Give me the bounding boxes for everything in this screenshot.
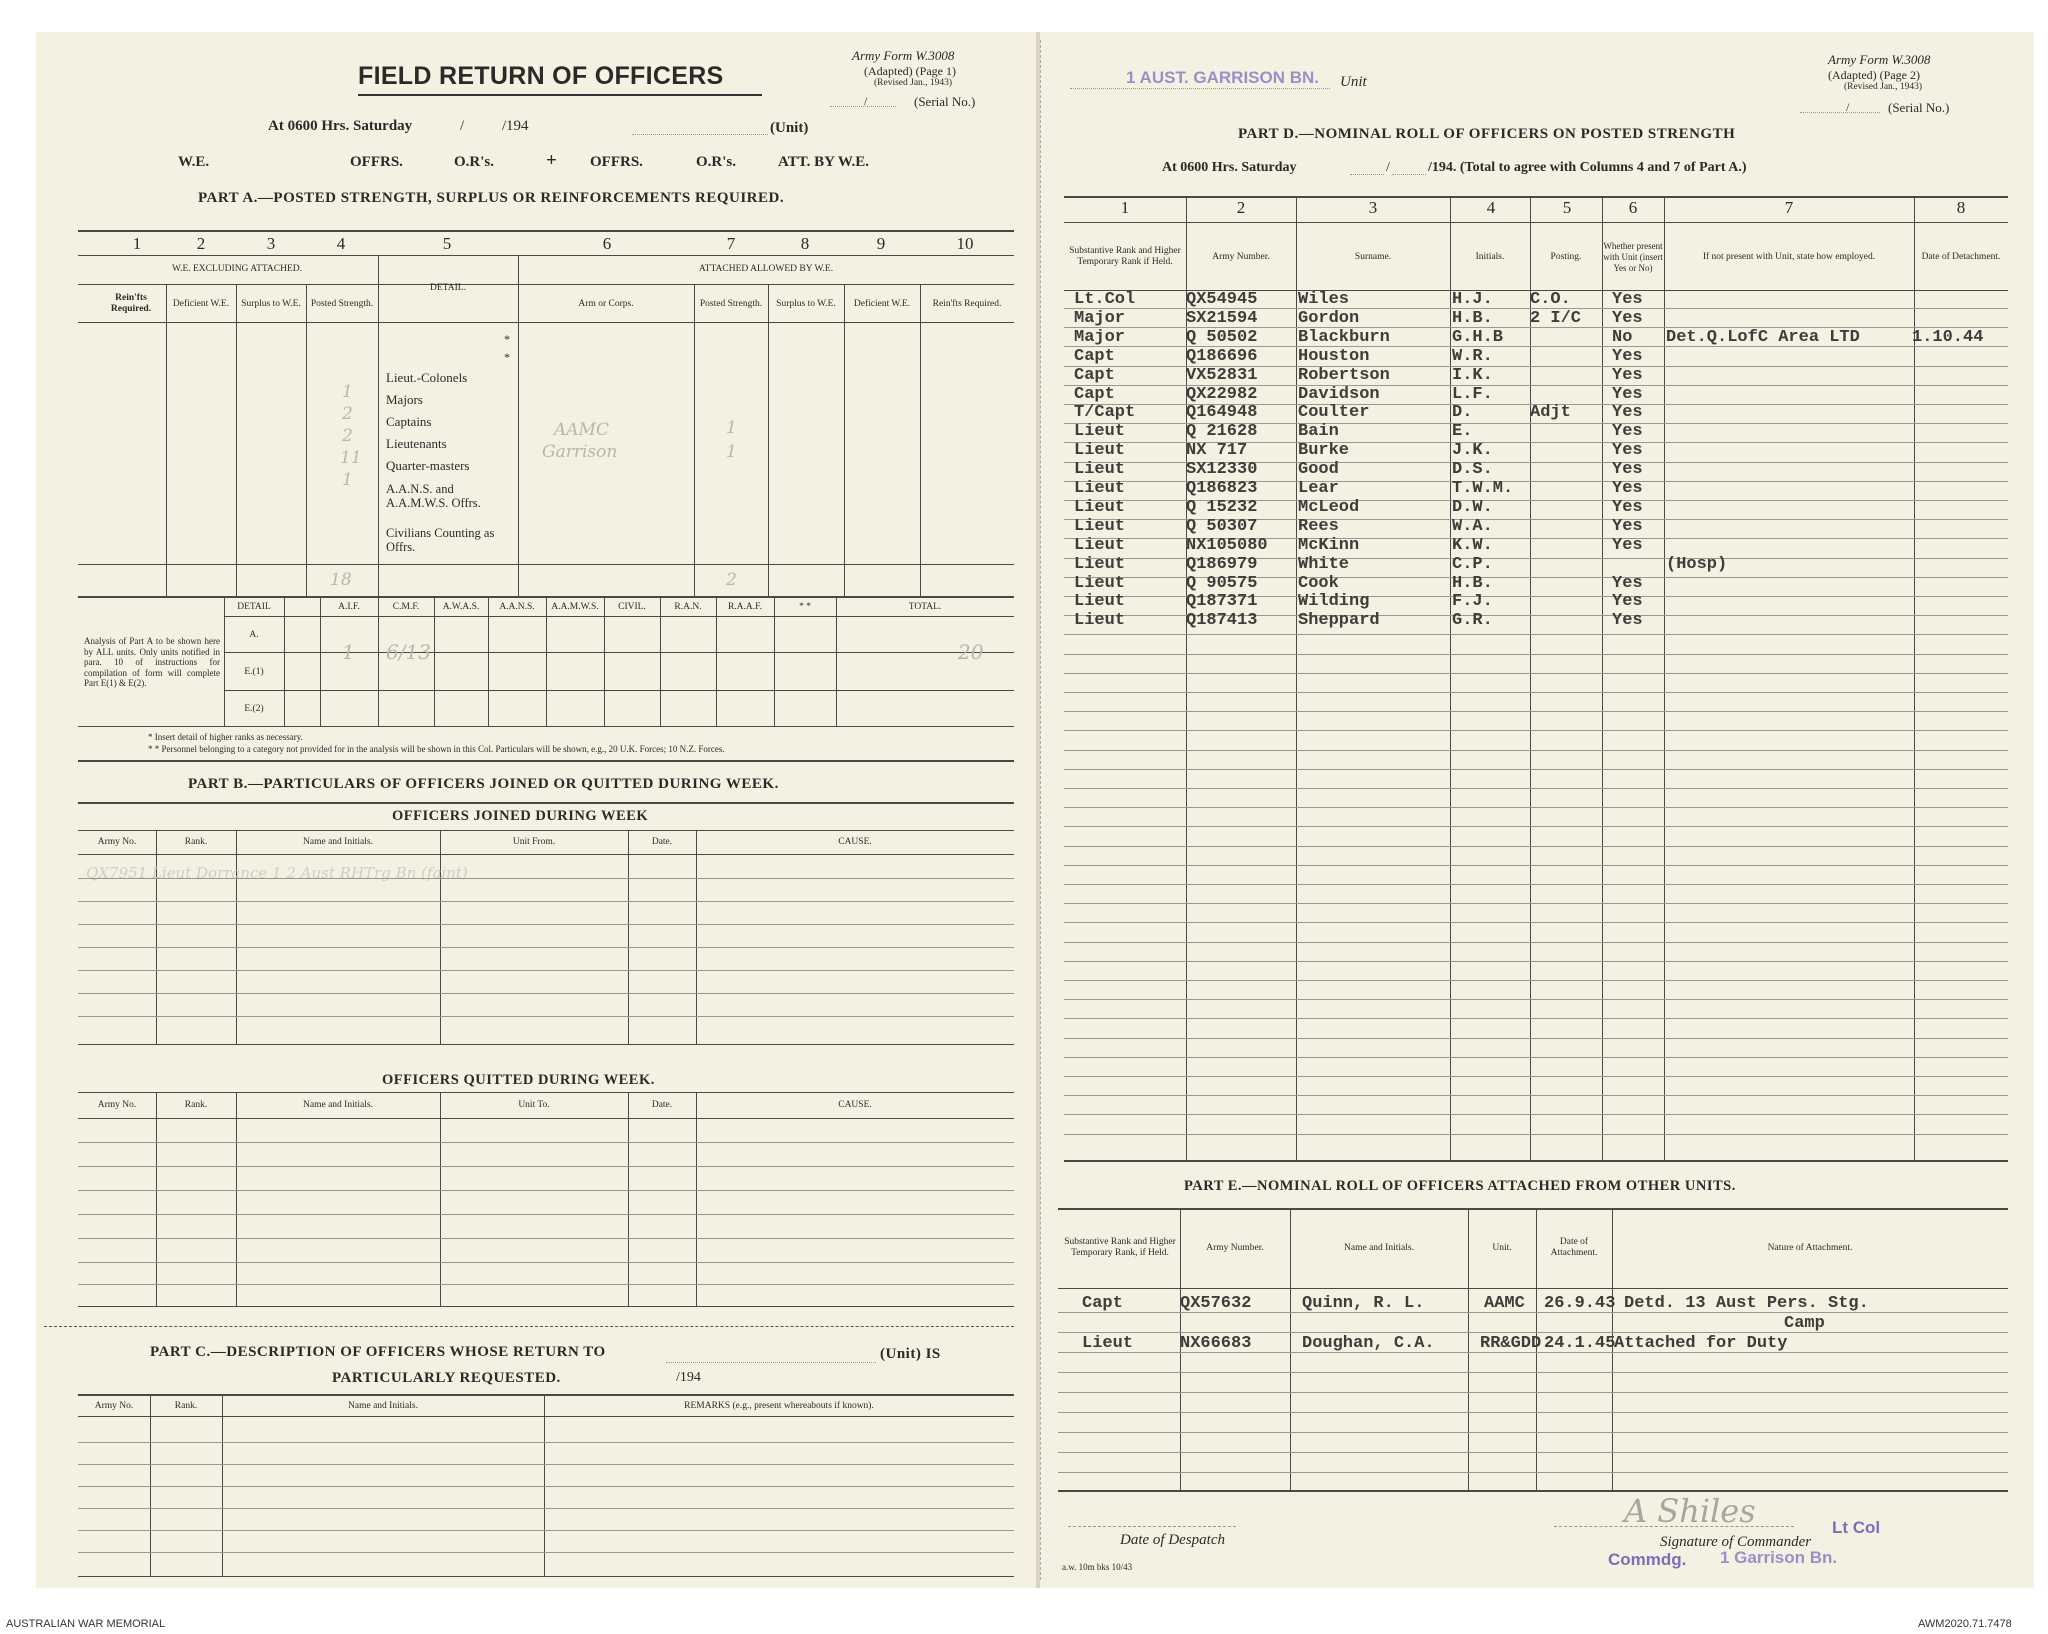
d-row-no: VX52831	[1186, 365, 1258, 385]
e-row2-nature: Attached for Duty	[1614, 1334, 1788, 1353]
army-form-label: Army Form W.3008	[1828, 52, 1931, 67]
part-b-heading: PART B.—PARTICULARS OF OFFICERS JOINED OR QUITTED DURING WEEK.	[188, 776, 779, 792]
d-at-line: At 0600 Hrs. Saturday	[1162, 160, 1297, 175]
hw-posted-total: 18	[330, 570, 352, 590]
a-head-att-posted: Posted Strength.	[699, 298, 763, 309]
e-row2-date: 24.1.45	[1544, 1334, 1616, 1353]
detail-header: DETAIL.	[430, 282, 466, 293]
d-row-no: NX105080	[1186, 535, 1268, 555]
rank-lieutenant: Lieutenants	[386, 436, 447, 451]
e-head-name: Name and Initials.	[1344, 1242, 1414, 1253]
ruled-line	[1064, 1018, 2008, 1019]
d-col-num: 5	[1562, 198, 1572, 217]
d-row-no: Q187371	[1186, 592, 1258, 612]
d-row-surname: Blackburn	[1298, 327, 1390, 347]
d-row-surname: White	[1298, 554, 1350, 574]
part-c-heading: PART C.—DESCRIPTION OF OFFICERS WHOSE RETURN TO	[150, 1344, 606, 1360]
d-row-no: Q187413	[1186, 611, 1258, 631]
an-head-aamws: A.A.M.W.S.	[551, 601, 599, 612]
d-row-present: Yes	[1612, 611, 1643, 631]
at-hrs-line: At 0600 Hrs. Saturday	[268, 118, 413, 134]
d-row-present: Yes	[1612, 403, 1643, 423]
col-num: 9	[876, 234, 886, 253]
unit-blank	[632, 134, 768, 135]
d-row-init: H.B.	[1452, 308, 1493, 328]
ruled-line	[1064, 826, 2008, 827]
part-c-year: /194	[676, 1370, 701, 1385]
d-row-no: Q 15232	[1186, 497, 1258, 517]
d-row-init: D.W.	[1452, 497, 1493, 517]
d-head-date: Date of Detachment.	[1921, 251, 2001, 262]
hw-aif: 1	[342, 640, 355, 664]
footer-institution: AUSTRALIAN WAR MEMORIAL	[6, 1618, 166, 1630]
hw-total: 20	[958, 640, 984, 664]
d-row-rank: Lieut	[1074, 592, 1126, 612]
jb-head-name: Name and Initials.	[303, 836, 373, 847]
d-row-present: Yes	[1612, 460, 1643, 480]
an-head-civil: CIVIL.	[618, 601, 646, 612]
c-head-rank: Rank.	[174, 1400, 198, 1411]
ruled-line	[1064, 1114, 2008, 1115]
ruled-line	[1064, 999, 2008, 1000]
e-row2-rank: Lieut	[1082, 1334, 1134, 1353]
d-row-rank: Major	[1074, 327, 1126, 347]
e-head-rank: Substantive Rank and Higher Temporary Rank, if Held.	[1064, 1237, 1176, 1258]
d-row-present: Yes	[1612, 516, 1643, 536]
fold-dashed-line	[1040, 40, 1041, 1580]
e-head-unit: Unit.	[1492, 1242, 1512, 1253]
d-row-post: Adjt	[1530, 403, 1571, 423]
qb-head-name: Name and Initials.	[303, 1099, 373, 1110]
d-col-num: 4	[1486, 198, 1496, 217]
d-row-init: I.K.	[1452, 365, 1493, 385]
d-head-present: Whether present with Unit (insert Yes or No)	[1603, 240, 1663, 273]
rank-qm: Quarter-masters	[386, 458, 470, 473]
col-num: 8	[800, 234, 810, 253]
d-col-num: 2	[1236, 198, 1246, 217]
hw-att-posted: 1	[726, 418, 737, 438]
ruled-line	[1064, 750, 2008, 751]
e-head-armyno: Army Number.	[1206, 1242, 1264, 1253]
hw-posted: 1	[342, 382, 353, 402]
ruled-line	[1064, 769, 2008, 770]
col-num: 7	[726, 234, 736, 253]
jb-head-unitfrom: Unit From.	[512, 836, 556, 847]
d-row-surname: Gordon	[1298, 308, 1360, 328]
d-col-num: 1	[1120, 198, 1130, 217]
part-d-heading: PART D.—NOMINAL ROLL OF OFFICERS ON POSTED STRENGTH	[1238, 126, 1736, 142]
d-row-rank: Lieut	[1074, 479, 1126, 498]
col-num: 3	[266, 234, 276, 253]
d-row-present: Yes	[1612, 365, 1643, 385]
d-row-rank: Major	[1074, 308, 1126, 328]
ruled-line	[1064, 903, 2008, 904]
d-row-surname: Sheppard	[1298, 611, 1380, 631]
col-num: 6	[602, 234, 612, 253]
d-row-rank: Capt	[1074, 346, 1115, 366]
title-underline	[358, 94, 762, 96]
offrs2-label: OFFRS.	[590, 154, 643, 170]
d-row-init: J.K.	[1452, 441, 1493, 461]
ruled-line	[1064, 788, 2008, 789]
ruled-line	[1064, 730, 2008, 731]
e-row1-nature2: Camp	[1784, 1314, 1825, 1333]
d-head-employed: If not present with Unit, state how employed.	[1702, 251, 1876, 262]
ruled-line	[1064, 1076, 2008, 1077]
revised-label: (Revised Jan., 1943)	[1844, 82, 1923, 92]
qb-head-unitto: Unit To.	[518, 1099, 550, 1110]
an-head-aif: A.I.F.	[338, 601, 360, 612]
d-row-init: H.J.	[1452, 290, 1493, 309]
signature-label: Signature of Commander	[1660, 1534, 1812, 1550]
qb-head-cause: CAUSE.	[838, 1099, 872, 1110]
part-c-unit-label: (Unit) IS	[880, 1346, 941, 1362]
d-row-present: Yes	[1612, 535, 1643, 555]
col-num: 4	[336, 234, 346, 253]
d-row-surname: Davidson	[1298, 384, 1380, 404]
e-row1-date: 26.9.43	[1544, 1294, 1616, 1313]
col-num: 1	[132, 234, 142, 253]
d-row-rank: Lt.Col	[1074, 290, 1136, 309]
stamp-comdg: Commdg.	[1608, 1550, 1687, 1569]
e-row2-armyno: NX66683	[1180, 1334, 1252, 1353]
star-mark: *	[504, 332, 510, 346]
rank-civilians: Civilians Counting as Offrs.	[386, 526, 495, 554]
d-row-present: Yes	[1612, 290, 1643, 309]
d-row-no: Q164948	[1186, 403, 1258, 423]
d-row-rank: Lieut	[1074, 516, 1126, 536]
c-head-armyno: Army No.	[94, 1400, 134, 1411]
d-head-rank: Substantive Rank and Higher Temporary Rank if Held.	[1069, 246, 1181, 267]
rank-aans: A.A.N.S. and A.A.M.W.S. Offrs.	[386, 482, 481, 510]
qb-head-date: Date.	[651, 1099, 673, 1110]
d-row-rank: Capt	[1074, 384, 1115, 404]
an-row-a: A.	[249, 629, 259, 640]
quitted-heading: OFFICERS QUITTED DURING WEEK.	[382, 1072, 655, 1088]
d-row-no: Q 21628	[1186, 422, 1258, 442]
d-head-surname: Surname.	[1354, 251, 1392, 262]
c-head-name: Name and Initials.	[348, 1400, 418, 1411]
an-head-other: * *	[799, 601, 811, 612]
d-row-rank: Lieut	[1074, 460, 1126, 480]
ruled-line	[1064, 865, 2008, 866]
e-row1-name: Quinn, R. L.	[1302, 1294, 1425, 1313]
d-row-surname: Wilding	[1298, 592, 1370, 612]
d-row-no: Q186979	[1186, 554, 1258, 574]
ruled-line	[1064, 1095, 2008, 1096]
d-row-no: QX54945	[1186, 290, 1258, 309]
d-row-init: C.P.	[1452, 554, 1493, 574]
revised-label: (Revised Jan., 1943)	[874, 78, 953, 88]
d-row-surname: Wiles	[1298, 290, 1350, 309]
d-head-armyno: Army Number.	[1212, 251, 1270, 262]
an-head-total: TOTAL.	[908, 601, 942, 612]
d-row-surname: McKinn	[1298, 535, 1360, 555]
d-row-present: Yes	[1612, 346, 1643, 366]
ruled-line	[1064, 692, 2008, 693]
d-head-posting: Posting.	[1550, 251, 1582, 262]
c-head-remarks: REMARKS (e.g., present whereabouts if known).	[684, 1400, 874, 1411]
an-row-e2: E.(2)	[244, 703, 264, 714]
ruled-line	[1058, 1432, 2008, 1433]
jb-head-cause: CAUSE.	[838, 836, 872, 847]
d-row-no: SX21594	[1186, 308, 1258, 328]
an-head-ran: R.A.N.	[674, 601, 702, 612]
d-row-post: C.O.	[1530, 290, 1571, 309]
a-head-att-deficient: Deficient W.E.	[853, 298, 911, 309]
ruled-line	[1058, 1452, 2008, 1453]
d-row-surname: Lear	[1298, 479, 1339, 498]
ruled-line	[1058, 1392, 2008, 1393]
d-row-surname: Rees	[1298, 516, 1339, 536]
d-row-rank: Lieut	[1074, 554, 1126, 574]
d-col-num: 3	[1368, 198, 1378, 217]
d-row-init: T.W.M.	[1452, 479, 1514, 498]
d-col-num: 7	[1784, 198, 1794, 217]
stamp-unit: 1 Garrison Bn.	[1720, 1548, 1838, 1567]
d-row-present: Yes	[1612, 422, 1643, 442]
a-head-arm: Arm or Corps.	[578, 298, 634, 309]
hw-posted: 2	[342, 404, 353, 424]
part-e-heading: PART E.—NOMINAL ROLL OF OFFICERS ATTACHED FROM OTHER UNITS.	[1184, 1178, 1736, 1194]
ruled-line	[1058, 1332, 2008, 1333]
form-title: FIELD RETURN OF OFFICERS	[358, 62, 724, 90]
d-row-rank: Lieut	[1074, 573, 1126, 593]
d-row-init: H.B.	[1452, 573, 1493, 593]
ruled-line	[1064, 807, 2008, 808]
ruled-line	[1064, 942, 2008, 943]
d-row-rank: Lieut	[1074, 497, 1126, 517]
e-row1-armyno: QX57632	[1180, 1294, 1252, 1313]
jb-head-date: Date.	[651, 836, 673, 847]
d-row-surname: Houston	[1298, 346, 1370, 366]
plus-sign: +	[546, 150, 557, 171]
rank-captain: Captains	[386, 414, 432, 429]
part-c-heading2: PARTICULARLY REQUESTED.	[332, 1370, 561, 1386]
d-row-init: W.A.	[1452, 516, 1493, 536]
e-row2-name: Doughan, C.A.	[1302, 1334, 1435, 1353]
hw-posted: 1	[342, 470, 353, 490]
ruled-line	[1064, 1038, 2008, 1039]
d-row-employed: Det.Q.LofC Area LTD	[1666, 327, 1860, 347]
d-row-surname: McLeod	[1298, 497, 1360, 517]
note-star: * Insert detail of higher ranks as necessary.	[148, 732, 303, 742]
d-row-init: D.S.	[1452, 460, 1493, 480]
ruled-line	[1064, 980, 2008, 981]
d-row-surname: Robertson	[1298, 365, 1390, 385]
star-mark: *	[504, 350, 510, 364]
an-head-cmf: C.M.F.	[392, 601, 420, 612]
d-row-init: G.R.	[1452, 611, 1493, 631]
d-row-init: K.W.	[1452, 535, 1493, 555]
hw-posted: 11	[340, 448, 362, 468]
page-2: 1 AUST. GARRISON BN. Unit Army Form W.3008 (Adapted) (Page 2) (Revised Jan., 1943) / (Serial No.) PART D.—NOMINAL ROLL OF OFFICERS ON POSTED STRENGTH At 0600 Hrs. Saturday / /194. (Total to agree with Columns 4 and 7 of Part A.) 1 2 3 4 5 6 7 8 Substantive Rank and Higher Temporary Rank if Held. Army Number. Surname. Initials. Posting. Whether present with Unit (insert Yes or No) If not present with Unit, state how employed. Date of Detachment. Lt.Col QX54945 Wiles H.J. C.O. Yes Major SX21594 Gordon H.B. 2 I/C Yes Major Q 50502 Blackburn G.H.B No Det.Q.LofC Area LTD 1.10.44 Capt Q186696 Houston W.R. Yes Capt VX52831 Robertson I.K. Yes Capt QX22982 Davidson L.F. Yes T/Capt Q164948 Coulter D. Adjt Yes Lieut Q 21628 Bain E. Yes Lieut NX 717 Burke J.K. Yes Lieut SX12330 Good D.S. Yes Lieut Q186823 Lear T.W.M. Yes Lieut Q 15232 McLeod D.W. Yes Lieut Q 50307 Rees W.A. Yes Lieut NX105080 McKinn K.W. Yes Lieut Q186979 White C.P. (Hosp) Lieut Q 90575 Cook H.B. Yes Lieut Q187371 Wilding F.J. Yes Lieut Q187413 Sheppard G.R. Yes PART E.—NOMINAL ROLL OF OFFICERS ATTACHED FROM OTHER UNITS. Substantive Rank and Higher Temporary Rank, if Held. Army Number. Name and Initials. Unit. Date of Attachment. Nature of Attachment. Capt QX57632 Quinn, R. L. AAMC 26.9.43 Detd. 13 Aust Pers. Stg. Camp Lieut NX66683 Doughan, C.A. RR&GDD 24.1.45 Attached for Duty Date of Despatch A Shiles Signature of Commander Lt Col Commdg. 1 Garrison Bn. a.w. 10m bks 10/43	[1044, 32, 2034, 1588]
print-code: a.w. 10m bks 10/43	[1062, 1562, 1133, 1572]
d-col-num: 6	[1628, 198, 1638, 217]
d-row-present: Yes	[1612, 308, 1643, 328]
ruled-line	[1064, 961, 2008, 962]
d-row-rank: Capt	[1074, 365, 1115, 385]
e-row1-nature: Detd. 13 Aust Pers. Stg.	[1624, 1294, 1869, 1313]
ruled-line	[1058, 1412, 2008, 1413]
ruled-line	[1064, 884, 2008, 885]
hw-att-posted: 1	[726, 442, 737, 462]
adapted-label: (Adapted) (Page 1)	[864, 64, 956, 78]
signature-handwriting: A Shiles	[1624, 1492, 1756, 1530]
footer-accession: AWM2020.71.7478	[1918, 1618, 2012, 1630]
rank-major: Majors	[386, 392, 423, 407]
d-row-init: F.J.	[1452, 592, 1493, 612]
d-row-date: 1.10.44	[1912, 327, 1984, 347]
d-row-init: W.R.	[1452, 346, 1493, 366]
ruled-line	[1058, 1472, 2008, 1473]
hw-arm2: Garrison	[542, 442, 618, 462]
e-row1-unit: AAMC	[1484, 1294, 1525, 1313]
d-row-no: Q186696	[1186, 346, 1258, 366]
part-a-heading: PART A.—POSTED STRENGTH, SURPLUS OR REINFORCEMENTS REQUIRED.	[198, 190, 785, 206]
d-row-present: Yes	[1612, 384, 1643, 404]
we-excluding-header: W.E. EXCLUDING ATTACHED.	[171, 263, 303, 274]
d-row-surname: Burke	[1298, 441, 1350, 461]
d-row-no: QX22982	[1186, 384, 1258, 404]
d-row-rank: T/Capt	[1074, 403, 1136, 423]
a-head-reinfts: Rein'fts Required.	[110, 293, 152, 314]
hw-arm: AAMC	[554, 420, 609, 440]
an-head-detail: DETAIL	[237, 601, 271, 612]
d-row-init: L.F.	[1452, 384, 1493, 404]
ruled-line	[1064, 846, 2008, 847]
unit-stamp: 1 AUST. GARRISON BN.	[1126, 68, 1320, 87]
stamp-ltcol: Lt Col	[1832, 1518, 1881, 1537]
joined-heading: OFFICERS JOINED DURING WEEK	[392, 808, 649, 824]
a-head-att-reinfts: Rein'fts Required.	[932, 298, 1002, 309]
army-form-label: Army Form W.3008	[852, 48, 955, 63]
col-num: 10	[956, 234, 974, 253]
qb-head-rank: Rank.	[184, 1099, 208, 1110]
att-we-label: ATT. BY W.E.	[778, 154, 870, 170]
an-head-aans: A.A.N.S.	[499, 601, 535, 612]
d-row-present: No	[1612, 327, 1633, 347]
d-row-no: Q 50502	[1186, 327, 1258, 347]
d-row-present: Yes	[1612, 441, 1643, 461]
d-row-surname: Good	[1298, 460, 1339, 480]
d-row-rank: Lieut	[1074, 422, 1126, 442]
d-row-no: Q 90575	[1186, 573, 1258, 593]
hw-att-total: 2	[726, 570, 737, 590]
ruled-line	[1064, 711, 2008, 712]
we-label: W.E.	[178, 154, 210, 170]
unit-label: Unit	[1340, 74, 1367, 90]
d-row-init: G.H.B	[1452, 327, 1504, 347]
d-row-employed: (Hosp)	[1666, 554, 1728, 574]
unit-label: (Unit)	[770, 120, 809, 136]
a-head-deficient: Deficient W.E.	[172, 298, 230, 309]
e-row1-rank: Capt	[1082, 1294, 1123, 1313]
e-head-date: Date of Attachment.	[1550, 1237, 1598, 1258]
e-head-nature: Nature of Attachment.	[1767, 1242, 1853, 1253]
e-row2-unit: RR&GDD	[1480, 1334, 1542, 1353]
a-head-att-surplus: Surplus to W.E.	[776, 298, 836, 309]
ruled-line	[1064, 922, 2008, 923]
col-num: 2	[196, 234, 206, 253]
d-row-post: 2 I/C	[1530, 308, 1582, 328]
hw-posted: 2	[342, 426, 353, 446]
an-row-e1: E.(1)	[244, 666, 264, 677]
offrs-label: OFFRS.	[350, 154, 403, 170]
d-at-tail: /194. (Total to agree with Columns 4 and 7 of Part A.)	[1428, 160, 1747, 175]
ruled-line	[1064, 1057, 2008, 1058]
page-1: FIELD RETURN OF OFFICERS Army Form W.3008 (Adapted) (Page 1) (Revised Jan., 1943) / (Serial No.) At 0600 Hrs. Saturday / / 194 (Unit) W.E. OFFRS. O.R's. + OFFRS. O.R's. ATT. BY W.E. PART A.—POSTED STRENGTH, SURPLUS OR REINFORCEMENTS REQUIRED. 1 2 3 4 5 6 7 8 9 10 W.E. EXCLUDING ATTACHED. DETAIL. ATTACHED ALLOWED BY W.E. Rein'fts Required. Deficient W.E. Surplus to W.E. Posted Strength. Arm or Corps. Posted Strength. Surplus to W.E. Deficient W.E. Rein'fts Required. * * Lieut.-Colonels Majors Captains Lieutenants Quarter-masters A.A.N.S. and A.A.M.W.S. Offrs. Civilians Counting as Offrs. 1 2 2 11 1 18 AAMC Garrison 1 1 2 Analysis of Part A to be shown here by ALL units. Only units notified in para. 10 of instructions for compilation of form will complete Part E(1) & E(2). DETAIL A.I.F. C.M.F. A.W.A.S. A.A.N.S. A.A.M.W.S. CIVIL. R.A.N. R.A.A.F. * * TOTAL. A. E.(1) E.(2) 1 6/13 20 * Insert detail of higher ranks as necessary. * * Personnel belonging to a category not provided for in the analysis will be shown in this Col. Particulars will be shown, e.g., 20 U.K. Forces; 10 N.Z. Forces. PART B.—PARTICULARS OF OFFICERS JOINED OR QUITTED DURING WEEK. OFFICERS JOINED DURING WEEK Army No. Rank. Name and Initials. Unit From. Date. CAUSE. QX7951 Lieut Dorrance 1 2 Aust RHTrg Bn (faint) OFFICERS QUITTED DURING WEEK. Army No. Rank. Name and Initials. Unit To. Date. CAUSE. PART C.—DESCRIPTION OF OFFICERS WHOSE RETURN TO (Unit) IS PARTICULARLY REQUESTED. /194 Army No. Rank. Name and Initials. REMARKS (e.g., present whereabouts if known).	[36, 32, 1036, 1588]
a-head-surplus: Surplus to W.E.	[241, 298, 301, 309]
ruled-line	[1064, 673, 2008, 674]
analysis-note: Analysis of Part A to be shown here by ALL units. Only units notified in para. 10 of instructions for compilation of form will complete Part E(1) & E(2).	[84, 636, 220, 688]
date-despatch-label: Date of Despatch	[1120, 1532, 1225, 1548]
attached-allowed-header: ATTACHED ALLOWED BY W.E.	[698, 263, 834, 274]
ruled-line	[1058, 1372, 2008, 1373]
d-row-init: E.	[1452, 422, 1473, 442]
d-row-present: Yes	[1612, 479, 1643, 498]
ruled-line	[1064, 654, 2008, 655]
d-col-num: 8	[1956, 198, 1966, 217]
d-row-no: SX12330	[1186, 460, 1258, 480]
d-head-initials: Initials.	[1475, 251, 1505, 262]
jb-head-armyno: Army No.	[97, 836, 137, 847]
adapted-label: (Adapted) (Page 2)	[1828, 68, 1920, 82]
an-head-awas: A.W.A.S.	[442, 601, 480, 612]
an-head-raaf: R.A.A.F.	[727, 601, 763, 612]
d-row-rank: Lieut	[1074, 441, 1126, 461]
d-row-init: D.	[1452, 403, 1473, 423]
d-row-surname: Bain	[1298, 422, 1339, 442]
qb-head-armyno: Army No.	[97, 1099, 137, 1110]
d-row-no: NX 717	[1186, 441, 1248, 461]
d-row-surname: Cook	[1298, 573, 1339, 593]
jb-head-rank: Rank.	[184, 836, 208, 847]
d-row-rank: Lieut	[1074, 535, 1126, 555]
hw-cmf: 6/13	[386, 640, 431, 664]
col-num: 5	[442, 234, 452, 253]
serial-blank	[830, 106, 896, 107]
d-row-present: Yes	[1612, 497, 1643, 517]
year-label: 194	[506, 118, 529, 134]
serial-label: (Serial No.)	[1888, 100, 1950, 115]
d-row-present: Yes	[1612, 592, 1643, 612]
a-head-posted: Posted Strength.	[310, 298, 374, 309]
d-row-present: Yes	[1612, 573, 1643, 593]
d-row-rank: Lieut	[1074, 611, 1126, 631]
ors-label: O.R's.	[454, 154, 495, 170]
ors2-label: O.R's.	[696, 154, 737, 170]
ruled-line	[1064, 1134, 2008, 1135]
ruled-line	[1064, 634, 2008, 635]
d-row-no: Q186823	[1186, 479, 1258, 498]
dashed-separator	[44, 1326, 1014, 1327]
note-double-star: * * Personnel belonging to a category not provided for in the analysis will be shown in this Col. Particulars will be shown, e.g., 20 U.K. Forces; 10 N.Z. Forces.	[148, 744, 725, 754]
hw-joined-entry: QX7951 Lieut Dorrance 1 2 Aust RHTrg Bn (faint)	[86, 864, 468, 882]
serial-label: (Serial No.)	[914, 94, 976, 109]
rank-lt-col: Lieut.-Colonels	[386, 370, 468, 385]
d-row-surname: Coulter	[1298, 403, 1370, 423]
d-row-no: Q 50307	[1186, 516, 1258, 536]
